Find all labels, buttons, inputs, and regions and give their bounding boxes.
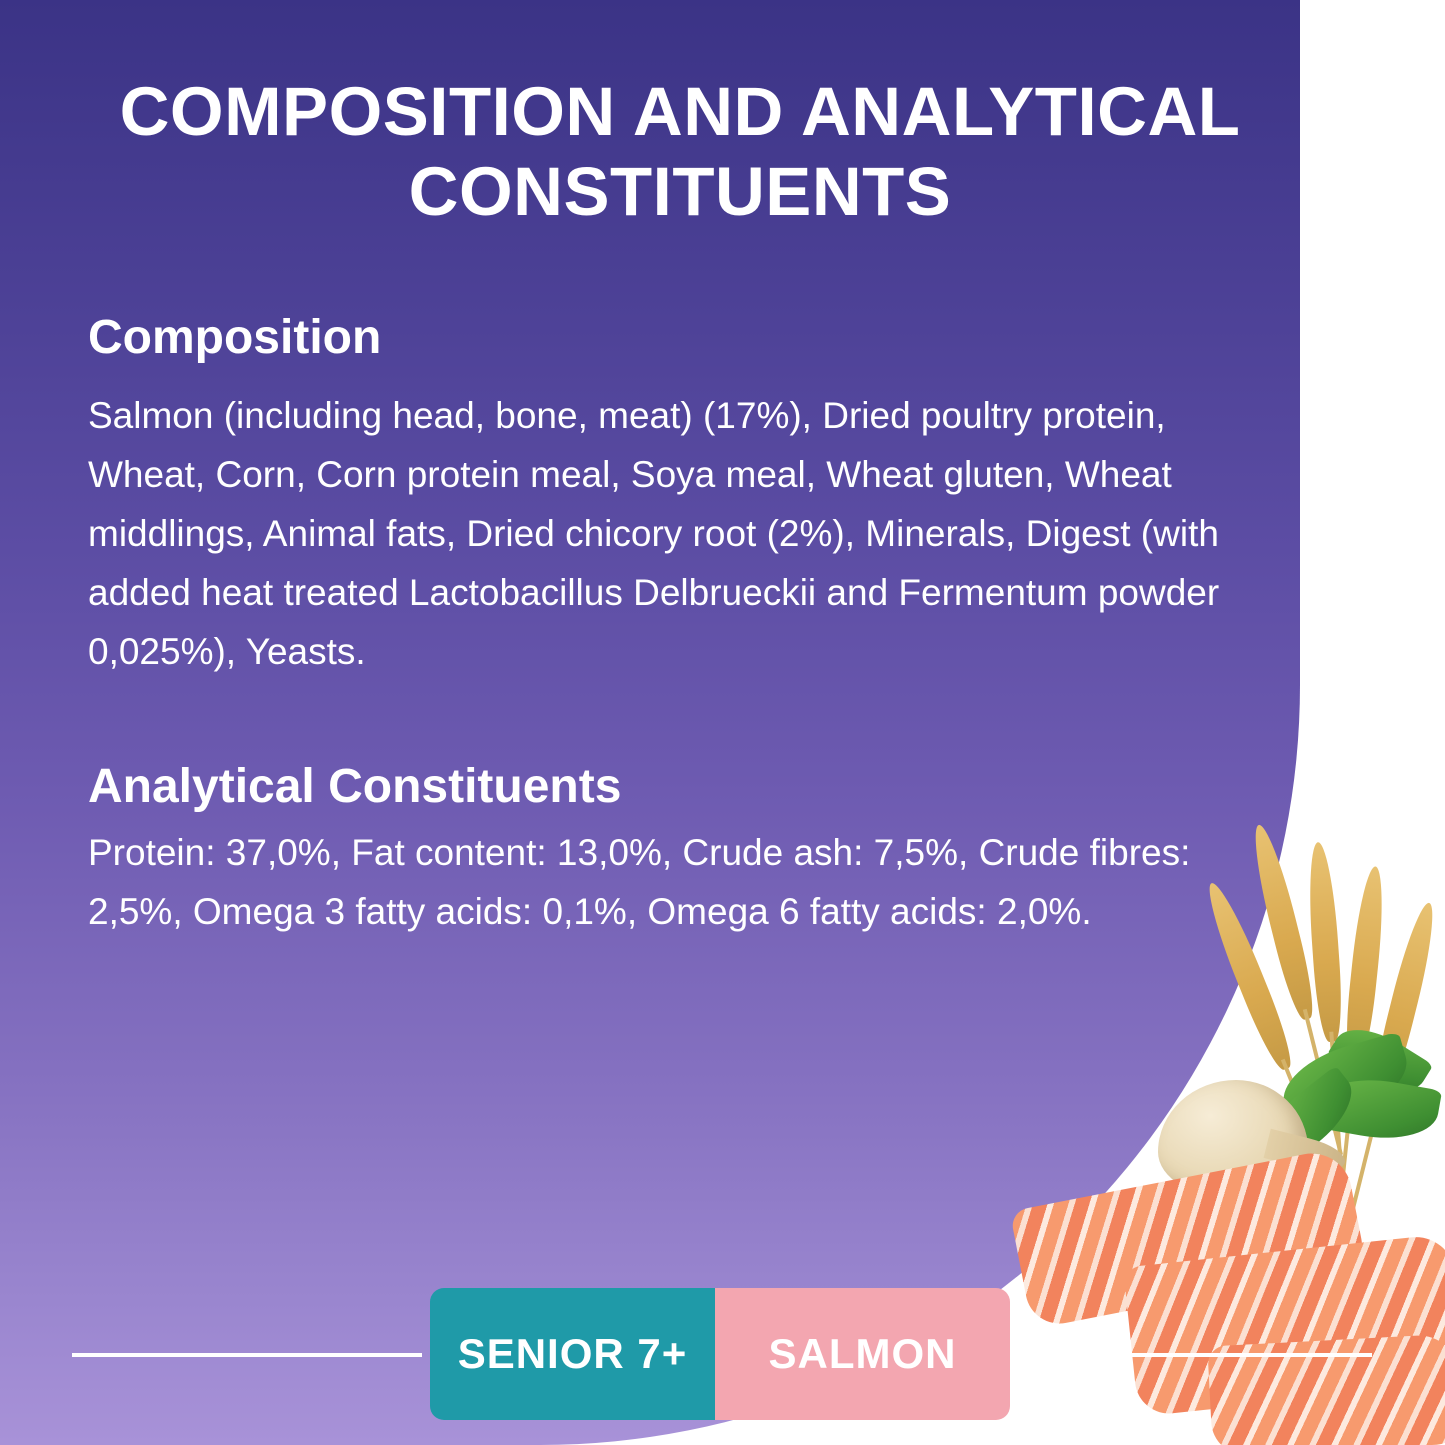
green-leaf-icon <box>1254 1065 1367 1168</box>
page-title: COMPOSITION AND ANALYTICAL CONSTITUENTS <box>119 73 1241 230</box>
section-spacer <box>88 681 1278 759</box>
wheat-stalk-icon <box>1305 841 1345 1042</box>
green-leaf-icon <box>1273 1031 1416 1130</box>
salmon-fillet-icon <box>1123 1233 1445 1417</box>
divider-left <box>72 1353 422 1357</box>
wheat-stalk-icon <box>1342 865 1389 1067</box>
content-area <box>88 310 1278 941</box>
product-badge <box>430 1288 1010 1420</box>
composition-heading: Composition <box>88 311 382 364</box>
analytical-constituents-heading: Analytical Constituents <box>88 760 622 813</box>
parsnip-root-icon <box>1158 1080 1308 1200</box>
green-leaf-icon <box>1327 1014 1434 1106</box>
divider-right <box>1022 1353 1372 1357</box>
green-leaf-icon <box>1314 1070 1442 1148</box>
analytical-constituents-text: Protein: 37,0%, Fat content: 13,0%, Crude ash: 7,5%, Crude fibres: 2,5%, Omega 3 fatty acids: 0,1%, Omega 6 fatty acids: 2,0%. <box>88 832 1191 932</box>
badge-flavour: SALMON <box>715 1288 1010 1420</box>
wheat-stalk-icon <box>1368 900 1442 1100</box>
composition-text: Salmon (including head, bone, meat) (17%), Dried poultry protein, Wheat, Corn, Corn protein meal, Soya meal, Wheat gluten, Wheat middlings, Animal fats, Dried chicory root (2%), Minerals, Digest (with added heat treated Lactobacillus Delbrueckii and Fermentum powder 0,025%), Yeasts. <box>88 395 1220 672</box>
salmon-fillet-icon <box>1207 1334 1445 1445</box>
badge-life-stage: SENIOR 7+ <box>430 1288 715 1420</box>
